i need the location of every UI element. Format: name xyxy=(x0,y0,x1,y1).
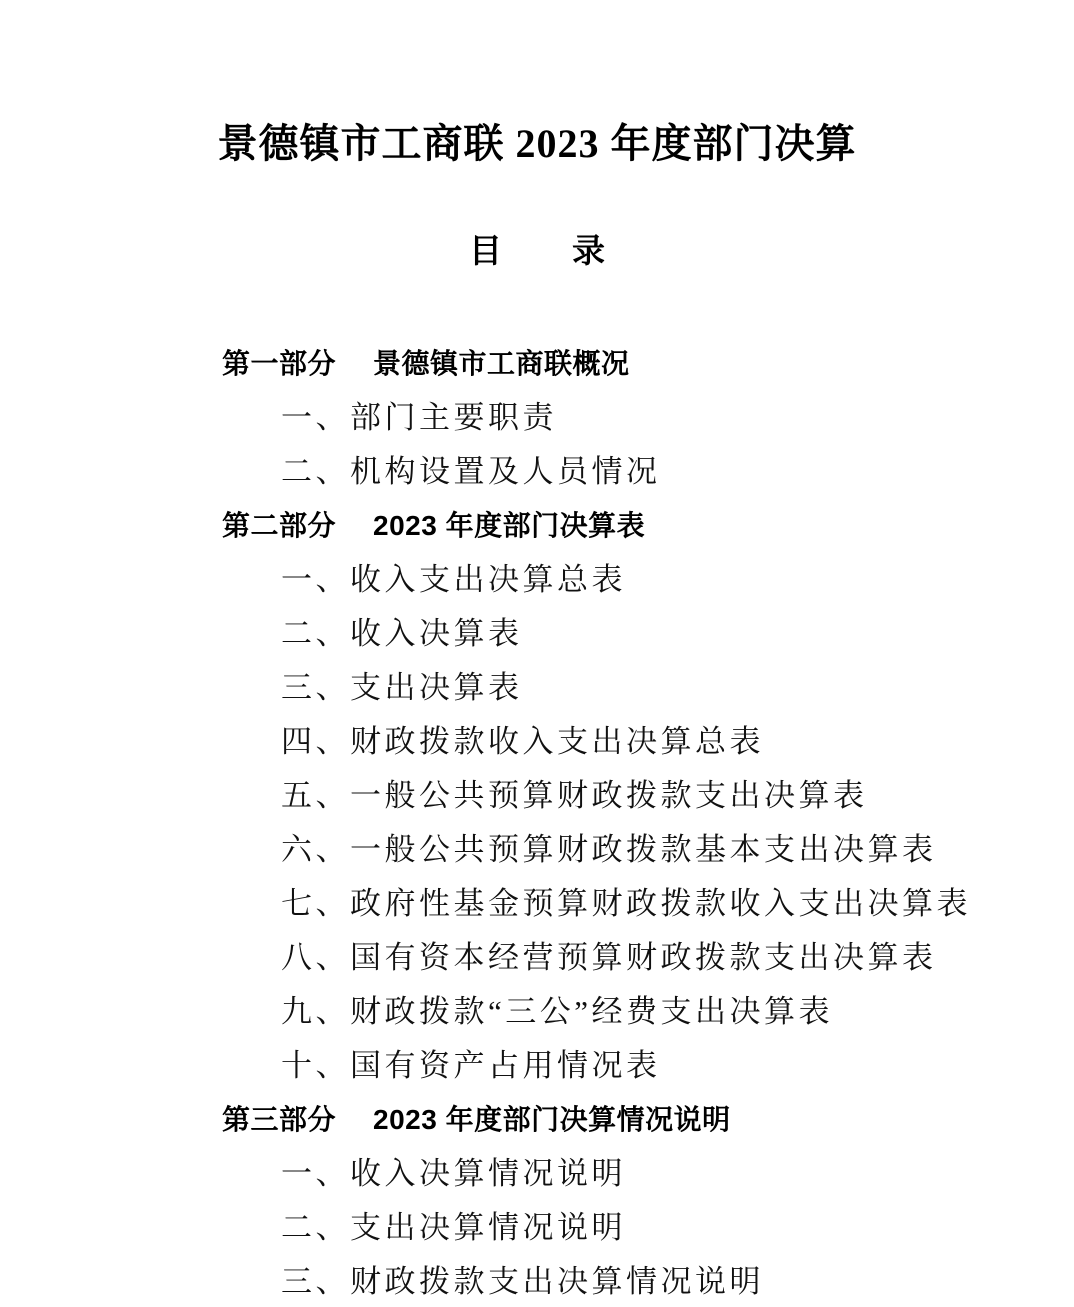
toc-item-label: 六、一般公共预算财政拨款基本支出决算表 xyxy=(281,832,937,867)
toc-part-2-label: 第二部分 xyxy=(222,510,337,541)
toc-part-1-heading xyxy=(0,337,1074,391)
toc-item xyxy=(0,877,1074,931)
toc-item xyxy=(0,1039,1074,1093)
contents-heading-char-mu: 目 xyxy=(469,234,502,270)
toc-item xyxy=(0,985,1074,1039)
toc-item-label: 五、一般公共预算财政拨款支出决算表 xyxy=(281,778,868,813)
toc-item-label: 九、财政拨款“三公”经费支出决算表 xyxy=(281,994,834,1029)
toc-item-label: 一、部门主要职责 xyxy=(281,400,557,435)
toc-item-label: 三、支出决算表 xyxy=(281,670,523,705)
toc-item-label: 四、财政拨款收入支出决算总表 xyxy=(281,724,764,759)
toc-part-1-label: 第一部分 xyxy=(222,348,337,379)
toc-part-2-heading xyxy=(0,499,1074,553)
toc-item-label: 十、国有资产占用情况表 xyxy=(281,1048,661,1083)
toc-item xyxy=(0,553,1074,607)
toc-item-label: 二、收入决算表 xyxy=(281,616,523,651)
table-of-contents xyxy=(0,337,1074,1307)
toc-item xyxy=(0,1255,1074,1307)
toc-item xyxy=(0,931,1074,985)
toc-item xyxy=(0,391,1074,445)
toc-item-label: 三、财政拨款支出决算情况说明 xyxy=(281,1264,764,1299)
toc-item-label: 二、机构设置及人员情况 xyxy=(281,454,661,489)
toc-part-3-title: 2023 年度部门决算情况说明 xyxy=(373,1104,731,1135)
toc-item-label: 一、收入决算情况说明 xyxy=(281,1156,626,1191)
toc-item xyxy=(0,769,1074,823)
toc-item xyxy=(0,715,1074,769)
toc-item xyxy=(0,445,1074,499)
toc-item xyxy=(0,661,1074,715)
contents-heading-char-lu: 录 xyxy=(572,234,605,270)
contents-heading xyxy=(0,234,1074,270)
toc-item xyxy=(0,823,1074,877)
toc-item-label: 七、政府性基金预算财政拨款收入支出决算表 xyxy=(281,886,971,921)
toc-item xyxy=(0,607,1074,661)
document-title: 景德镇市工商联 2023 年度部门决算 xyxy=(217,121,857,166)
toc-item-label: 二、支出决算情况说明 xyxy=(281,1210,626,1245)
toc-item-label: 八、国有资本经营预算财政拨款支出决算表 xyxy=(281,940,937,975)
toc-item xyxy=(0,1147,1074,1201)
toc-part-3-label: 第三部分 xyxy=(222,1104,337,1135)
toc-part-1-title: 景德镇市工商联概况 xyxy=(373,348,630,379)
toc-part-2-title: 2023 年度部门决算表 xyxy=(373,510,646,541)
toc-item xyxy=(0,1201,1074,1255)
toc-part-3-heading xyxy=(0,1093,1074,1147)
toc-item-label: 一、收入支出决算总表 xyxy=(281,562,626,597)
